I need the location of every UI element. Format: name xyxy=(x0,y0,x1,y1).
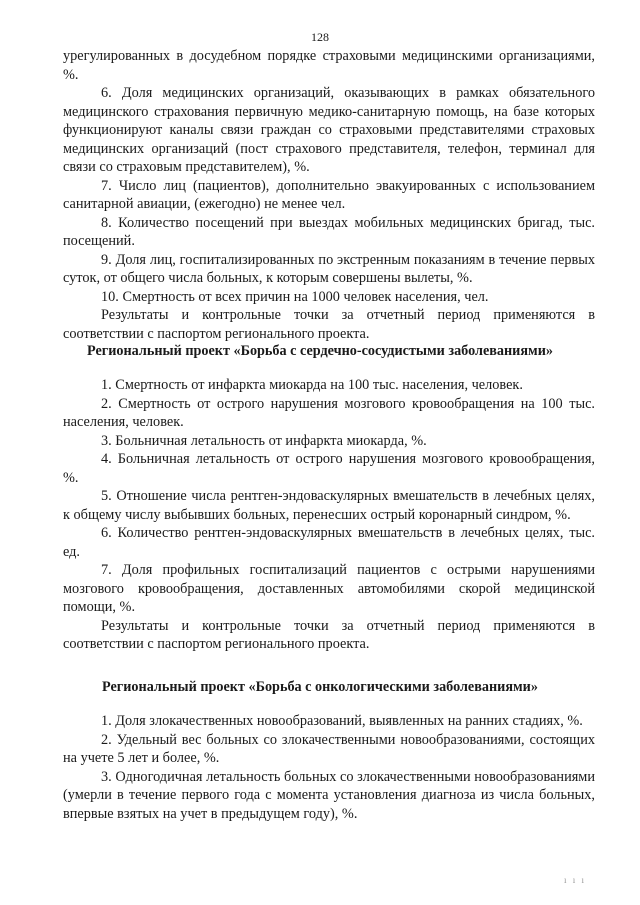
page-number: 128 xyxy=(311,30,329,44)
results-paragraph: Результаты и контрольные точки за отчетный период применяются в соответствии с паспортом регионального проекта. xyxy=(63,617,595,652)
list-item-2: 2. Смертность от острого нарушения мозгового кровообращения на 100 тыс. населения, человек. xyxy=(63,395,595,430)
section-cardio xyxy=(63,376,595,654)
section-continuation xyxy=(63,47,595,343)
list-item-3: 3. Больничная летальность от инфаркта миокарда, %. xyxy=(101,432,427,449)
section-onco xyxy=(63,712,595,823)
footer-mark: ı ı ı xyxy=(563,875,586,885)
list-item-10: 10. Смертность от всех причин на 1000 человек населения, чел. xyxy=(101,288,489,305)
results-paragraph: Результаты и контрольные точки за отчетный период применяются в соответствии с паспортом регионального проекта. xyxy=(63,307,595,342)
list-item-1: 1. Смертность от инфаркта миокарда на 100 тыс. населения, человек. xyxy=(101,377,523,393)
heading-onco-project: Региональный проект «Борьба с онкологическими заболеваниями» xyxy=(102,679,538,695)
list-item-7: 7. Доля профильных госпитализаций пациентов с острыми нарушениями мозгового кровообращения, доставленных автомобилями скорой медицинской помощи, %. xyxy=(63,562,595,615)
heading-cardio-project: Региональный проект «Борьба с сердечно-сосудистыми заболеваниями» xyxy=(87,343,553,359)
list-item-2: 2. Удельный вес больных со злокачественными новообразованиями, состоящих на учете 5 лет и более, %. xyxy=(63,731,595,766)
list-item-7: 7. Число лиц (пациентов), дополнительно эвакуированных с использованием санитарной авиации, (ежегодно) не менее чел. xyxy=(63,177,595,212)
list-item-6: 6. Доля медицинских организаций, оказывающих в рамках обязательного медицинского страхования первичную медико-санитарную помощь, на базе которых функционируют каналы связи граждан со страховыми представителями страховых медицинских организаций (пост страхового представителя, телефон, терминал для связи со страховым представителем), %. xyxy=(63,85,595,175)
paragraph-continuation: урегулированных в досудебном порядке страховыми медицинскими организациями, %. xyxy=(63,48,595,83)
list-item-1: 1. Доля злокачественных новообразований, выявленных на ранних стадиях, %. xyxy=(101,713,583,729)
list-item-6: 6. Количество рентген-эндоваскулярных вмешательств в лечебных целях, тыс. ед. xyxy=(63,525,595,560)
list-item-5: 5. Отношение числа рентген-эндоваскулярных вмешательств в лечебных целях, к общему числу выбывших больных, перенесших острый коронарный синдром, %. xyxy=(63,488,595,523)
list-item-4: 4. Больничная летальность от острого нарушения мозгового кровообращения, %. xyxy=(63,451,595,486)
list-item-9: 9. Доля лиц, госпитализированных по экстренным показаниям в течение первых суток, от общего числа больных, к которым совершены вылеты, %. xyxy=(63,251,595,286)
list-item-3: 3. Одногодичная летальность больных со злокачественными новообразованиями (умерли в течение первого года с момента установления диагноза из числа больных, впервые взятых на учет в предыдущем году), %. xyxy=(63,768,595,822)
list-item-8: 8. Количество посещений при выездах мобильных медицинских бригад, тыс. посещений. xyxy=(63,214,595,249)
